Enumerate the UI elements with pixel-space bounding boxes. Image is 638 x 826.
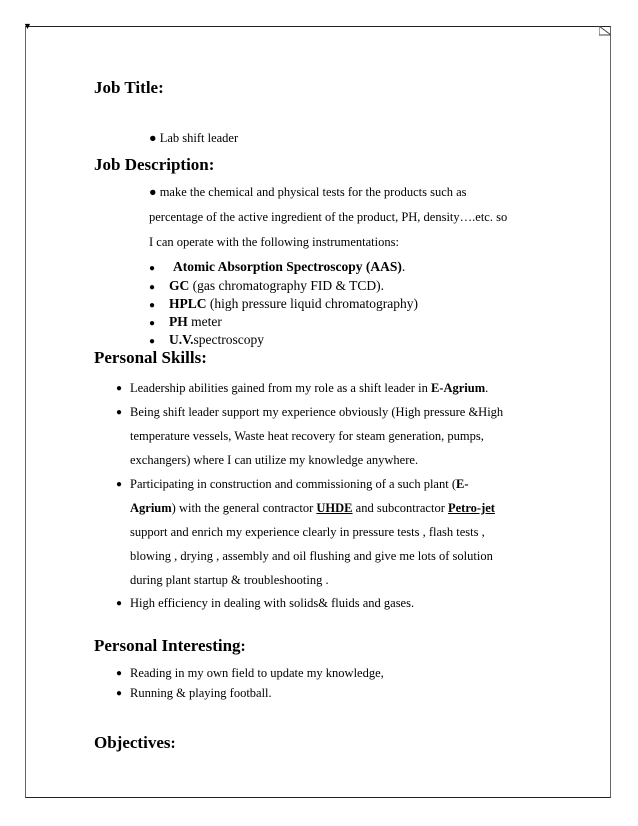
job-title-heading: Job Title:: [94, 78, 164, 97]
instrument-item: HPLC (high pressure liquid chromatography): [169, 296, 418, 311]
bullet-icon: ●: [149, 185, 157, 199]
skill-item-3-line-2: Agrium) with the general contractor UHDE and subcontractor Petro-jet: [130, 501, 495, 515]
bullet-icon: ●: [149, 318, 156, 329]
skill-item-2-line-2: temperature vessels, Waste heat recovery for steam generation, pumps,: [130, 429, 484, 443]
job-description-line-3: I can operate with the following instrumentations:: [149, 235, 399, 249]
bullet-icon: ●: [149, 300, 156, 311]
skill-item-2-line-1: Being shift leader support my experience obviously (High pressure &High: [130, 405, 504, 419]
bullet-icon: ●: [116, 688, 123, 699]
page-fold-corner: [599, 26, 611, 36]
job-title-item: ● Lab shift leader: [149, 131, 239, 145]
job-description-line-1: ● make the chemical and physical tests for the products such as: [149, 185, 467, 199]
skill-item-3-line-3: support and enrich my experience clearly in pressure tests , flash tests ,: [130, 525, 485, 539]
bullet-icon: ●: [116, 668, 123, 679]
skill-item-4: High efficiency in dealing with solids& fluids and gases.: [130, 596, 415, 610]
interest-item: Running & playing football.: [130, 686, 272, 700]
bullet-icon: ●: [116, 479, 123, 490]
objectives-heading: Objectives:: [94, 733, 176, 752]
bullet-icon: ●: [149, 131, 157, 145]
bullet-icon: ●: [149, 263, 156, 274]
interest-item: Reading in my own field to update my knowledge,: [130, 666, 384, 680]
instrument-item: PH meter: [169, 314, 222, 329]
bullet-icon: ●: [116, 383, 123, 394]
job-description-heading: Job Description:: [94, 155, 215, 174]
instrument-item: GC (gas chromatography FID & TCD).: [169, 278, 384, 293]
bullet-icon: ●: [116, 407, 123, 418]
skill-item-2-line-3: exchangers) where I can utilize my knowledge anywhere.: [130, 453, 419, 467]
skill-item-3-line-1: Participating in construction and commissioning of a such plant (E-: [130, 477, 469, 491]
job-description-line-2: percentage of the active ingredient of the product, PH, density….etc. so: [149, 210, 508, 224]
skill-item-3-line-4: blowing , drying , assembly and oil flushing and give me lots of solution: [130, 549, 493, 563]
bullet-icon: ●: [149, 336, 156, 347]
bullet-icon: ●: [149, 282, 156, 293]
anchor-icon: ▼: [23, 21, 32, 31]
instrument-item: U.V.spectroscopy: [169, 332, 264, 347]
skill-item-1: Leadership abilities gained from my role as a shift leader in E-Agrium.: [130, 381, 489, 395]
personal-interesting-heading: Personal Interesting:: [94, 636, 246, 655]
personal-skills-heading: Personal Skills:: [94, 348, 207, 367]
bullet-icon: ●: [116, 598, 123, 609]
instrument-item: Atomic Absorption Spectroscopy (AAS).: [173, 259, 406, 274]
skill-item-3-line-5: during plant startup & troubleshooting .: [130, 573, 329, 587]
